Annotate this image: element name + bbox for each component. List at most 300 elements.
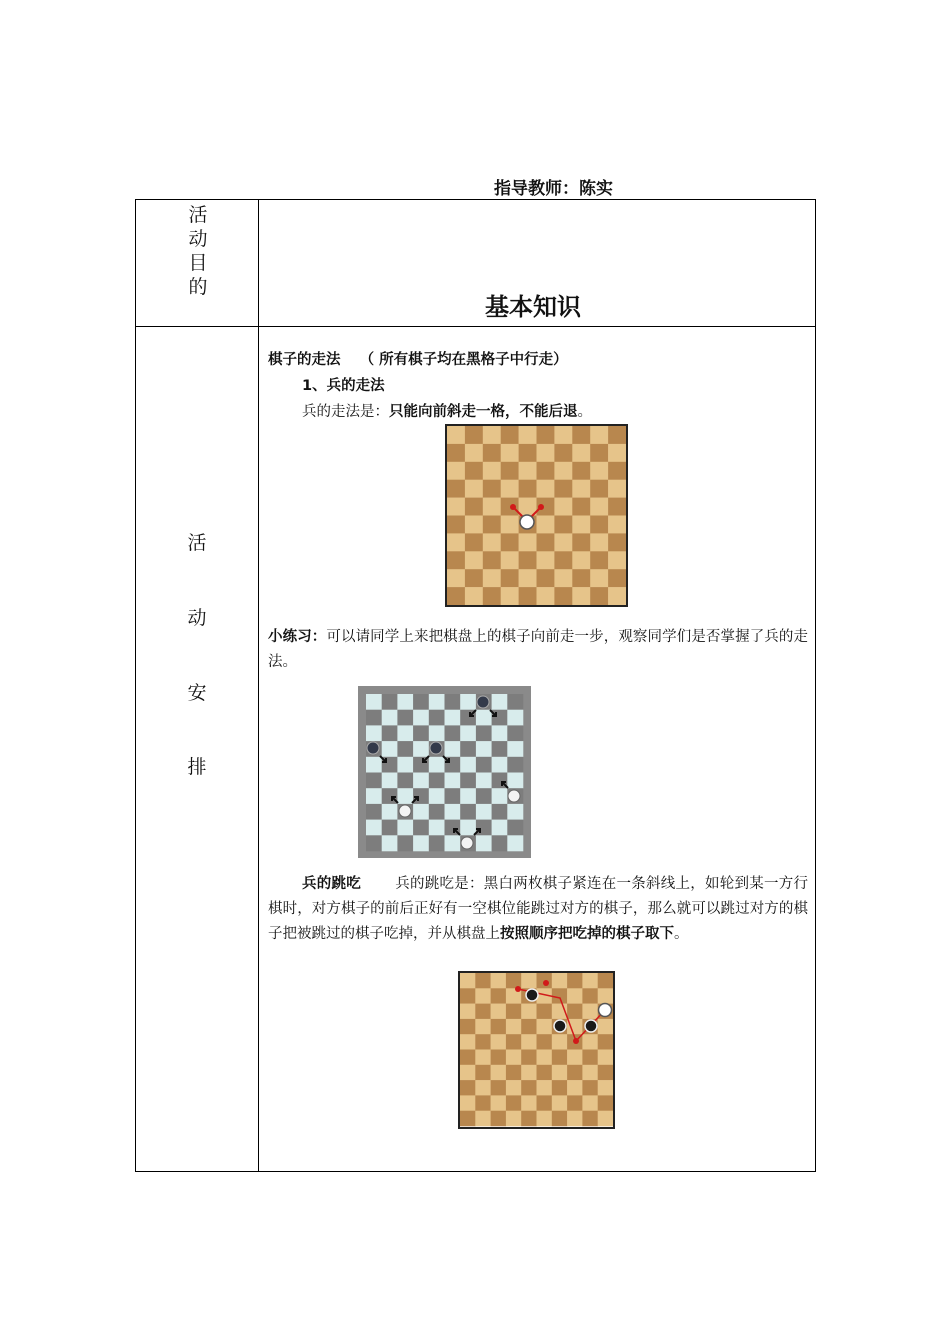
board-square bbox=[521, 1004, 537, 1020]
board-square bbox=[491, 1065, 507, 1081]
board-square bbox=[572, 516, 590, 534]
board-square bbox=[475, 1065, 491, 1081]
item1-title: 1、兵的走法 bbox=[302, 378, 385, 394]
board-square bbox=[567, 1111, 583, 1127]
board-square bbox=[567, 1080, 583, 1096]
board-square bbox=[476, 773, 492, 789]
board-square bbox=[582, 1080, 598, 1096]
jump-capture-board bbox=[458, 971, 615, 1129]
arrangement-label-cell bbox=[136, 327, 259, 1172]
black-piece bbox=[430, 742, 442, 754]
board-square bbox=[465, 551, 483, 569]
board-square bbox=[507, 773, 523, 789]
board-square bbox=[572, 480, 590, 498]
board-square bbox=[552, 1080, 568, 1096]
board-square bbox=[507, 835, 523, 851]
white-piece bbox=[520, 515, 534, 529]
board-square bbox=[492, 757, 508, 773]
board-square bbox=[554, 533, 572, 551]
board-square bbox=[366, 773, 382, 789]
board-square bbox=[537, 1019, 553, 1035]
board-square bbox=[537, 1095, 553, 1111]
board-square bbox=[582, 1065, 598, 1081]
practice-paragraph: 小练习：可以请同学上来把棋盘上的棋子向前走一步，观察同学们是否掌握了兵的走法。 bbox=[268, 629, 808, 670]
board-square bbox=[397, 773, 413, 789]
black-piece bbox=[585, 1020, 597, 1032]
board-square bbox=[429, 804, 445, 820]
board-square bbox=[552, 1111, 568, 1127]
board-square bbox=[429, 725, 445, 741]
board-square bbox=[447, 480, 465, 498]
board-square bbox=[447, 587, 465, 605]
board-square bbox=[460, 973, 476, 989]
board-square bbox=[521, 1034, 537, 1050]
board-square bbox=[445, 725, 461, 741]
board-square bbox=[582, 1034, 598, 1050]
board-square bbox=[506, 1111, 522, 1127]
board-square bbox=[572, 426, 590, 444]
board-square bbox=[366, 804, 382, 820]
board-square bbox=[491, 1019, 507, 1035]
board-square bbox=[519, 480, 537, 498]
white-piece bbox=[399, 805, 411, 817]
board-square bbox=[447, 533, 465, 551]
board-square bbox=[476, 725, 492, 741]
board-square bbox=[445, 835, 461, 851]
board-square bbox=[413, 725, 429, 741]
board-square bbox=[397, 835, 413, 851]
board-square bbox=[552, 1050, 568, 1066]
board-square bbox=[483, 516, 501, 534]
board-square bbox=[507, 804, 523, 820]
page-title: 基本知识 bbox=[485, 293, 581, 321]
board-square bbox=[521, 973, 537, 989]
board-square bbox=[598, 1111, 614, 1127]
board-square bbox=[537, 1004, 553, 1020]
practice-board bbox=[358, 686, 531, 858]
board-square bbox=[483, 551, 501, 569]
board-square bbox=[460, 725, 476, 741]
board-square bbox=[608, 551, 626, 569]
board-square bbox=[382, 694, 398, 710]
board-square bbox=[537, 1111, 553, 1127]
board-square bbox=[507, 757, 523, 773]
board-square bbox=[598, 1095, 614, 1111]
board-square bbox=[460, 757, 476, 773]
board-square bbox=[460, 804, 476, 820]
board-square bbox=[460, 1004, 476, 1020]
board-square bbox=[465, 426, 483, 444]
board-square bbox=[554, 551, 572, 569]
board-square bbox=[382, 820, 398, 836]
board-square bbox=[598, 988, 614, 1004]
board-square bbox=[492, 710, 508, 726]
board-square bbox=[506, 1065, 522, 1081]
board-square bbox=[519, 587, 537, 605]
board-square bbox=[590, 516, 608, 534]
board-square bbox=[447, 426, 465, 444]
board-square bbox=[382, 710, 398, 726]
board-square bbox=[460, 773, 476, 789]
black-piece bbox=[367, 742, 379, 754]
board-square bbox=[475, 1004, 491, 1020]
board-square bbox=[572, 498, 590, 516]
black-piece bbox=[477, 696, 489, 708]
board-square bbox=[460, 694, 476, 710]
board-square bbox=[492, 835, 508, 851]
board-square bbox=[501, 569, 519, 587]
board-square bbox=[608, 444, 626, 462]
board-square bbox=[465, 587, 483, 605]
board-square bbox=[537, 1065, 553, 1081]
board-square bbox=[445, 773, 461, 789]
board-square bbox=[582, 1050, 598, 1066]
board-square bbox=[521, 1080, 537, 1096]
board-square bbox=[476, 757, 492, 773]
board-square bbox=[501, 516, 519, 534]
board-square bbox=[598, 1034, 614, 1050]
board-square bbox=[598, 1080, 614, 1096]
board-square bbox=[519, 551, 537, 569]
move-target-dot bbox=[510, 504, 516, 510]
board-square bbox=[475, 988, 491, 1004]
board-square bbox=[483, 480, 501, 498]
board-square bbox=[460, 1034, 476, 1050]
board-square bbox=[429, 835, 445, 851]
board-square bbox=[554, 569, 572, 587]
board-square bbox=[475, 1080, 491, 1096]
board-squares bbox=[447, 426, 626, 605]
board-square bbox=[608, 480, 626, 498]
path-dot bbox=[515, 986, 521, 992]
board-square bbox=[567, 1065, 583, 1081]
board-square bbox=[590, 569, 608, 587]
board-square bbox=[483, 498, 501, 516]
arrangement-label-char: 活 bbox=[187, 532, 207, 554]
board-square bbox=[475, 1095, 491, 1111]
arrangement-label-char: 安 bbox=[187, 682, 207, 704]
board-square bbox=[501, 551, 519, 569]
board-square bbox=[537, 480, 555, 498]
board-square bbox=[447, 516, 465, 534]
board-square bbox=[567, 988, 583, 1004]
board-square bbox=[567, 1050, 583, 1066]
board-square bbox=[598, 1019, 614, 1035]
board-square bbox=[397, 725, 413, 741]
board-square bbox=[537, 426, 555, 444]
board-square bbox=[590, 480, 608, 498]
board-square bbox=[598, 1050, 614, 1066]
board-square bbox=[460, 1065, 476, 1081]
board-square bbox=[397, 820, 413, 836]
board-square bbox=[506, 1095, 522, 1111]
board-square bbox=[460, 1111, 476, 1127]
board-square bbox=[537, 462, 555, 480]
board-square bbox=[506, 1034, 522, 1050]
board-square bbox=[552, 1095, 568, 1111]
board-square bbox=[413, 835, 429, 851]
board-square bbox=[445, 804, 461, 820]
board-square bbox=[413, 804, 429, 820]
board-square bbox=[590, 426, 608, 444]
move-target-dot bbox=[538, 504, 544, 510]
board-square bbox=[429, 710, 445, 726]
board-square bbox=[554, 444, 572, 462]
board-square bbox=[537, 551, 555, 569]
board-square bbox=[506, 1080, 522, 1096]
white-piece bbox=[461, 837, 473, 849]
path-dot bbox=[573, 1038, 579, 1044]
board-square bbox=[590, 551, 608, 569]
teacher-label: 指导教师：陈实 bbox=[494, 179, 613, 199]
board-square bbox=[507, 710, 523, 726]
board-square bbox=[447, 498, 465, 516]
board-square bbox=[519, 533, 537, 551]
board-square bbox=[491, 1004, 507, 1020]
board-square bbox=[465, 516, 483, 534]
board-square bbox=[413, 694, 429, 710]
board-square bbox=[460, 1080, 476, 1096]
board-square bbox=[491, 1111, 507, 1127]
board-square bbox=[445, 741, 461, 757]
board-square bbox=[521, 1095, 537, 1111]
board-square bbox=[519, 569, 537, 587]
board-square bbox=[413, 741, 429, 757]
board-square bbox=[507, 820, 523, 836]
jump-paragraph: 兵的跳吃 兵的跳吃是：黑白两枚棋子紧连在一条斜线上，如轮到某一方行棋时，对方棋子的前后正好有一空棋位能跳过对方的棋子，那么就可以跳过对方的棋子把被跳过的棋子吃掉，并从棋盘上按照顺序把吃掉的棋子取下。 bbox=[268, 876, 808, 942]
board-square bbox=[554, 587, 572, 605]
board-square bbox=[366, 710, 382, 726]
board-square bbox=[382, 725, 398, 741]
arrangement-label-char: 排 bbox=[187, 756, 207, 778]
board-square bbox=[476, 788, 492, 804]
board-square bbox=[475, 1111, 491, 1127]
board-square bbox=[582, 1111, 598, 1127]
board-square bbox=[572, 444, 590, 462]
board-square bbox=[507, 694, 523, 710]
board-square bbox=[506, 1019, 522, 1035]
board-square bbox=[507, 725, 523, 741]
board-square bbox=[554, 480, 572, 498]
board-square bbox=[460, 1050, 476, 1066]
board-square bbox=[366, 835, 382, 851]
board-square bbox=[460, 788, 476, 804]
board-square bbox=[552, 1065, 568, 1081]
board-square bbox=[537, 569, 555, 587]
board-square bbox=[465, 462, 483, 480]
board-square bbox=[537, 1034, 553, 1050]
board-square bbox=[554, 426, 572, 444]
board-square bbox=[608, 587, 626, 605]
board-square bbox=[475, 1050, 491, 1066]
white-piece bbox=[599, 1004, 612, 1017]
board-square bbox=[397, 741, 413, 757]
section-title: 棋子的走法 （ 所有棋子均在黑格子中行走） bbox=[268, 352, 568, 368]
board-square bbox=[483, 569, 501, 587]
board-square bbox=[567, 1004, 583, 1020]
board-square bbox=[413, 773, 429, 789]
board-square bbox=[460, 1019, 476, 1035]
board-square bbox=[465, 498, 483, 516]
board-square bbox=[491, 973, 507, 989]
board-square bbox=[590, 462, 608, 480]
pawn-move-board bbox=[445, 424, 628, 607]
board-squares bbox=[366, 694, 523, 851]
board-square bbox=[537, 516, 555, 534]
board-square bbox=[521, 1065, 537, 1081]
board-square bbox=[476, 741, 492, 757]
board-square bbox=[491, 1034, 507, 1050]
board-square bbox=[465, 569, 483, 587]
black-piece bbox=[526, 989, 538, 1001]
board-square bbox=[366, 725, 382, 741]
board-square bbox=[366, 757, 382, 773]
goal-label: 活 动 目 的 bbox=[188, 204, 208, 298]
board-square bbox=[476, 835, 492, 851]
board-square bbox=[475, 1034, 491, 1050]
board-square bbox=[506, 1004, 522, 1020]
board-square bbox=[501, 426, 519, 444]
board-square bbox=[537, 444, 555, 462]
board-square bbox=[491, 1080, 507, 1096]
board-square bbox=[608, 498, 626, 516]
white-piece bbox=[508, 790, 520, 802]
board-square bbox=[491, 988, 507, 1004]
board-square bbox=[582, 1004, 598, 1020]
board-square bbox=[537, 533, 555, 551]
board-square bbox=[590, 587, 608, 605]
board-square bbox=[519, 444, 537, 462]
board-square bbox=[554, 498, 572, 516]
board-square bbox=[537, 587, 555, 605]
board-square bbox=[567, 973, 583, 989]
board-square bbox=[492, 820, 508, 836]
board-square bbox=[483, 587, 501, 605]
pawn-move-rule: 兵的走法是：只能向前斜走一格，不能后退。 bbox=[302, 404, 592, 420]
board-square bbox=[582, 988, 598, 1004]
board-square bbox=[429, 820, 445, 836]
board-square bbox=[521, 1111, 537, 1127]
board-square bbox=[429, 757, 445, 773]
board-square bbox=[608, 516, 626, 534]
board-square bbox=[445, 788, 461, 804]
board-square bbox=[572, 569, 590, 587]
board-square bbox=[447, 551, 465, 569]
board-square bbox=[608, 462, 626, 480]
board-square bbox=[491, 1050, 507, 1066]
board-square bbox=[554, 462, 572, 480]
board-square bbox=[552, 973, 568, 989]
board-square bbox=[447, 462, 465, 480]
board-square bbox=[483, 444, 501, 462]
board-square bbox=[476, 710, 492, 726]
board-square bbox=[501, 498, 519, 516]
board-square bbox=[382, 835, 398, 851]
board-square bbox=[572, 587, 590, 605]
black-piece bbox=[554, 1020, 566, 1032]
board-square bbox=[397, 694, 413, 710]
board-square bbox=[537, 1080, 553, 1096]
board-square bbox=[429, 788, 445, 804]
board-square bbox=[492, 788, 508, 804]
board-square bbox=[501, 462, 519, 480]
board-square bbox=[397, 710, 413, 726]
board-square bbox=[567, 1095, 583, 1111]
board-square bbox=[590, 498, 608, 516]
board-square bbox=[483, 426, 501, 444]
board-square bbox=[460, 988, 476, 1004]
board-square bbox=[554, 516, 572, 534]
arrangement-label-char: 动 bbox=[187, 607, 207, 629]
board-square bbox=[465, 444, 483, 462]
board-square bbox=[608, 426, 626, 444]
board-square bbox=[590, 444, 608, 462]
board-square bbox=[519, 426, 537, 444]
board-square bbox=[445, 694, 461, 710]
board-square bbox=[501, 444, 519, 462]
board-square bbox=[590, 533, 608, 551]
board-square bbox=[460, 820, 476, 836]
board-square bbox=[447, 569, 465, 587]
board-square bbox=[572, 533, 590, 551]
board-square bbox=[598, 1065, 614, 1081]
board-square bbox=[445, 710, 461, 726]
board-square bbox=[507, 741, 523, 757]
board-square bbox=[501, 587, 519, 605]
board-square bbox=[582, 1095, 598, 1111]
board-square bbox=[483, 533, 501, 551]
board-square bbox=[382, 741, 398, 757]
board-square bbox=[537, 1050, 553, 1066]
board-square bbox=[397, 788, 413, 804]
board-square bbox=[492, 741, 508, 757]
board-square bbox=[460, 741, 476, 757]
board-square bbox=[476, 820, 492, 836]
board-square bbox=[492, 804, 508, 820]
board-square bbox=[501, 480, 519, 498]
board-square bbox=[582, 973, 598, 989]
board-square bbox=[598, 973, 614, 989]
board-square bbox=[429, 773, 445, 789]
board-square bbox=[366, 820, 382, 836]
board-square bbox=[501, 533, 519, 551]
board-square bbox=[521, 1050, 537, 1066]
board-square bbox=[521, 1019, 537, 1035]
board-square bbox=[460, 1095, 476, 1111]
board-square bbox=[382, 773, 398, 789]
board-square bbox=[429, 694, 445, 710]
board-square bbox=[366, 788, 382, 804]
board-square bbox=[519, 462, 537, 480]
board-square bbox=[506, 1050, 522, 1066]
board-square bbox=[465, 480, 483, 498]
board-square bbox=[382, 804, 398, 820]
board-square bbox=[476, 804, 492, 820]
board-square bbox=[413, 710, 429, 726]
board-square bbox=[397, 757, 413, 773]
board-square bbox=[413, 820, 429, 836]
board-square bbox=[492, 694, 508, 710]
board-square bbox=[608, 533, 626, 551]
board-square bbox=[552, 1034, 568, 1050]
board-square bbox=[447, 444, 465, 462]
board-square bbox=[366, 694, 382, 710]
board-square bbox=[465, 533, 483, 551]
board-square bbox=[572, 551, 590, 569]
board-square bbox=[572, 462, 590, 480]
path-dot bbox=[543, 980, 549, 986]
board-square bbox=[475, 1019, 491, 1035]
